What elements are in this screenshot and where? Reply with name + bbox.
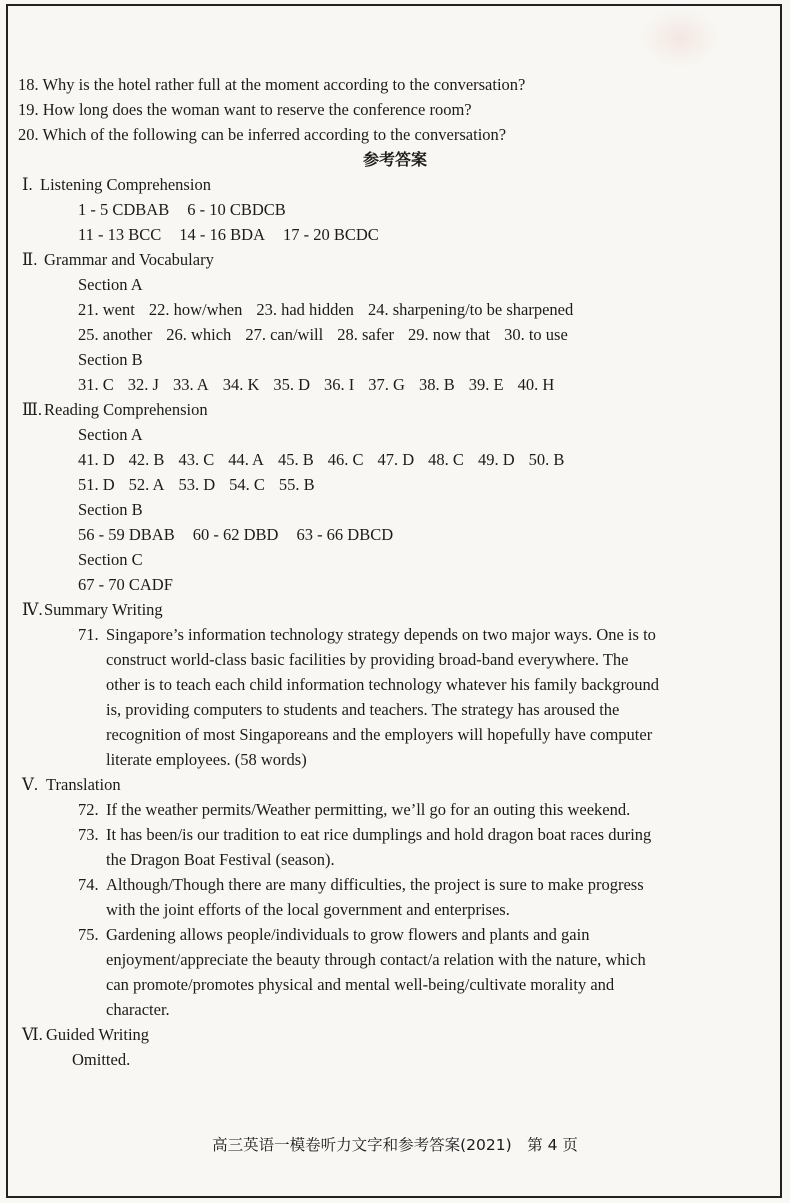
section-title: Grammar and Vocabulary — [44, 250, 214, 269]
answer-item: 52. A — [128, 475, 165, 494]
text-line: enjoyment/appreciate the beauty through contact/a relation with the nature, which — [106, 950, 646, 969]
section-numeral: Ⅱ. — [22, 250, 38, 269]
translation-text — [106, 822, 736, 872]
answer-item: 25. another — [78, 325, 153, 344]
text-line: Although/Though there are many difficulties, the project is sure to make progress — [106, 875, 644, 894]
answer-item: 53. D — [178, 475, 216, 494]
translation-74 — [78, 872, 736, 922]
answer-item: 46. C — [327, 450, 364, 469]
section-heading-reading — [0, 397, 790, 422]
subsection-label: Section A — [78, 275, 143, 294]
subsection-label: Section B — [78, 350, 143, 369]
answer-item: 23. had hidden — [256, 300, 354, 319]
item-label: 74. — [78, 875, 99, 894]
item-label: 75. — [78, 925, 99, 944]
section-numeral: Ⅰ. — [22, 175, 33, 194]
grammar-a-line-1 — [0, 297, 790, 322]
answer-item: 30. to use — [504, 325, 568, 344]
text-line: literate employees. (58 words) — [106, 750, 307, 769]
answers-title: 参考答案 — [362, 150, 427, 169]
answer-group: 60 - 62 DBD — [192, 525, 279, 544]
subsection-label: Section C — [78, 550, 143, 569]
translation-75 — [78, 922, 736, 1022]
answer-item: 41. D — [78, 450, 115, 469]
text-line: construct world-class basic facilities by providing broad-band everywhere. The — [106, 650, 629, 669]
subsection-label: Section B — [78, 500, 143, 519]
answer-item: 44. A — [228, 450, 264, 469]
answer-item: 33. A — [172, 375, 209, 394]
answer-item: 31. C — [78, 375, 114, 394]
summary-text — [106, 622, 736, 772]
section-title: Summary Writing — [44, 600, 163, 619]
text-line: the Dragon Boat Festival (season). — [106, 850, 335, 869]
section-title: Guided Writing — [46, 1025, 150, 1044]
text-line: It has been/is our tradition to eat rice dumplings and hold dragon boat races during — [106, 825, 652, 844]
translation-72 — [78, 797, 736, 822]
answer-item: 38. B — [418, 375, 455, 394]
reading-b-line — [0, 522, 790, 547]
translation-text — [106, 922, 736, 1022]
answer-group: 11 - 13 BCC — [78, 225, 162, 244]
item-label: 71. — [78, 625, 99, 644]
answer-item: 47. D — [377, 450, 415, 469]
section-numeral: Ⅳ. — [22, 600, 43, 619]
answer-item: 22. how/when — [148, 300, 243, 319]
answer-item: 28. safer — [337, 325, 395, 344]
subsection-label: Section A — [78, 425, 143, 444]
answer-item: 45. B — [277, 450, 314, 469]
question-20: 20. Which of the following can be inferred according to the conversation? — [18, 125, 507, 144]
grammar-b-line — [0, 372, 790, 397]
listening-answers-line-1 — [0, 197, 790, 222]
text-line: If the weather permits/Weather permitting, we’ll go for an outing this weekend. — [106, 800, 631, 819]
answer-item: 35. D — [273, 375, 311, 394]
listening-answers-line-2 — [0, 222, 790, 247]
question-18: 18. Why is the hotel rather full at the moment according to the conversation? — [18, 75, 526, 94]
answer-item: 24. sharpening/to be sharpened — [367, 300, 574, 319]
answer-item: 39. E — [468, 375, 504, 394]
section-heading-guided-writing — [0, 1022, 790, 1047]
answer-item: 27. can/will — [245, 325, 324, 344]
answer-content — [0, 72, 790, 1072]
text-line: is, providing computers to students and teachers. The strategy has aroused the — [106, 700, 620, 719]
answer-item: 55. B — [278, 475, 315, 494]
answer-item: 37. G — [368, 375, 405, 394]
answer-item: 49. D — [477, 450, 515, 469]
answer-item: 29. now that — [408, 325, 491, 344]
item-label: 72. — [78, 800, 99, 819]
answer-item: 32. J — [127, 375, 159, 394]
section-numeral: Ⅴ. — [22, 775, 39, 794]
answer-item: 36. I — [324, 375, 355, 394]
answer-item: 34. K — [222, 375, 260, 394]
bleed-through-stamp — [640, 8, 720, 68]
reading-a-line-2 — [0, 472, 790, 497]
section-numeral: Ⅵ. — [22, 1025, 43, 1044]
guided-writing-body: Omitted. — [72, 1050, 131, 1069]
page-footer: 高三英语一模卷听力文字和参考答案(2021) 第 4 页 — [212, 1136, 578, 1154]
answer-group: 17 - 20 BCDC — [283, 225, 379, 244]
grammar-a-line-2 — [0, 322, 790, 347]
translation-73 — [78, 822, 736, 872]
answer-item: 50. B — [528, 450, 565, 469]
section-numeral: Ⅲ. — [22, 400, 43, 419]
section-heading-summary — [0, 597, 790, 622]
answer-item: 40. H — [517, 375, 555, 394]
item-label: 73. — [78, 825, 99, 844]
answer-item: 43. C — [178, 450, 215, 469]
translation-text — [106, 797, 736, 822]
text-line: recognition of most Singaporeans and the employers will hopefully have computer — [106, 725, 653, 744]
summary-answer — [78, 622, 736, 772]
translation-text — [106, 872, 736, 922]
answer-item: 42. B — [128, 450, 165, 469]
answer-item: 21. went — [78, 300, 135, 319]
answer-item: 54. C — [229, 475, 265, 494]
reading-c-line: 67 - 70 CADF — [78, 575, 173, 594]
text-line: Singapore’s information technology strategy depends on two major ways. One is to — [106, 625, 656, 644]
answer-group: 1 - 5 CDBAB — [78, 200, 170, 219]
reading-a-line-1 — [0, 447, 790, 472]
answer-group: 14 - 16 BDA — [179, 225, 265, 244]
section-title: Listening Comprehension — [40, 175, 211, 194]
text-line: Gardening allows people/individuals to grow flowers and plants and gain — [106, 925, 590, 944]
answer-item: 26. which — [166, 325, 232, 344]
text-line: other is to teach each child information technology whatever his family background — [106, 675, 660, 694]
section-heading-grammar — [0, 247, 790, 272]
section-heading-listening — [0, 172, 790, 197]
text-line: can promote/promotes physical and mental well-being/cultivate morality and — [106, 975, 615, 994]
section-title: Reading Comprehension — [44, 400, 208, 419]
answer-item: 51. D — [78, 475, 115, 494]
text-line: with the joint efforts of the local government and enterprises. — [106, 900, 510, 919]
section-title: Translation — [46, 775, 121, 794]
answer-group: 6 - 10 CBDCB — [187, 200, 286, 219]
answer-item: 48. C — [428, 450, 464, 469]
text-line: character. — [106, 1000, 170, 1019]
answer-group: 56 - 59 DBAB — [78, 525, 175, 544]
answer-group: 63 - 66 DBCD — [296, 525, 394, 544]
question-19: 19. How long does the woman want to reserve the conference room? — [18, 100, 472, 119]
section-heading-translation — [0, 772, 790, 797]
